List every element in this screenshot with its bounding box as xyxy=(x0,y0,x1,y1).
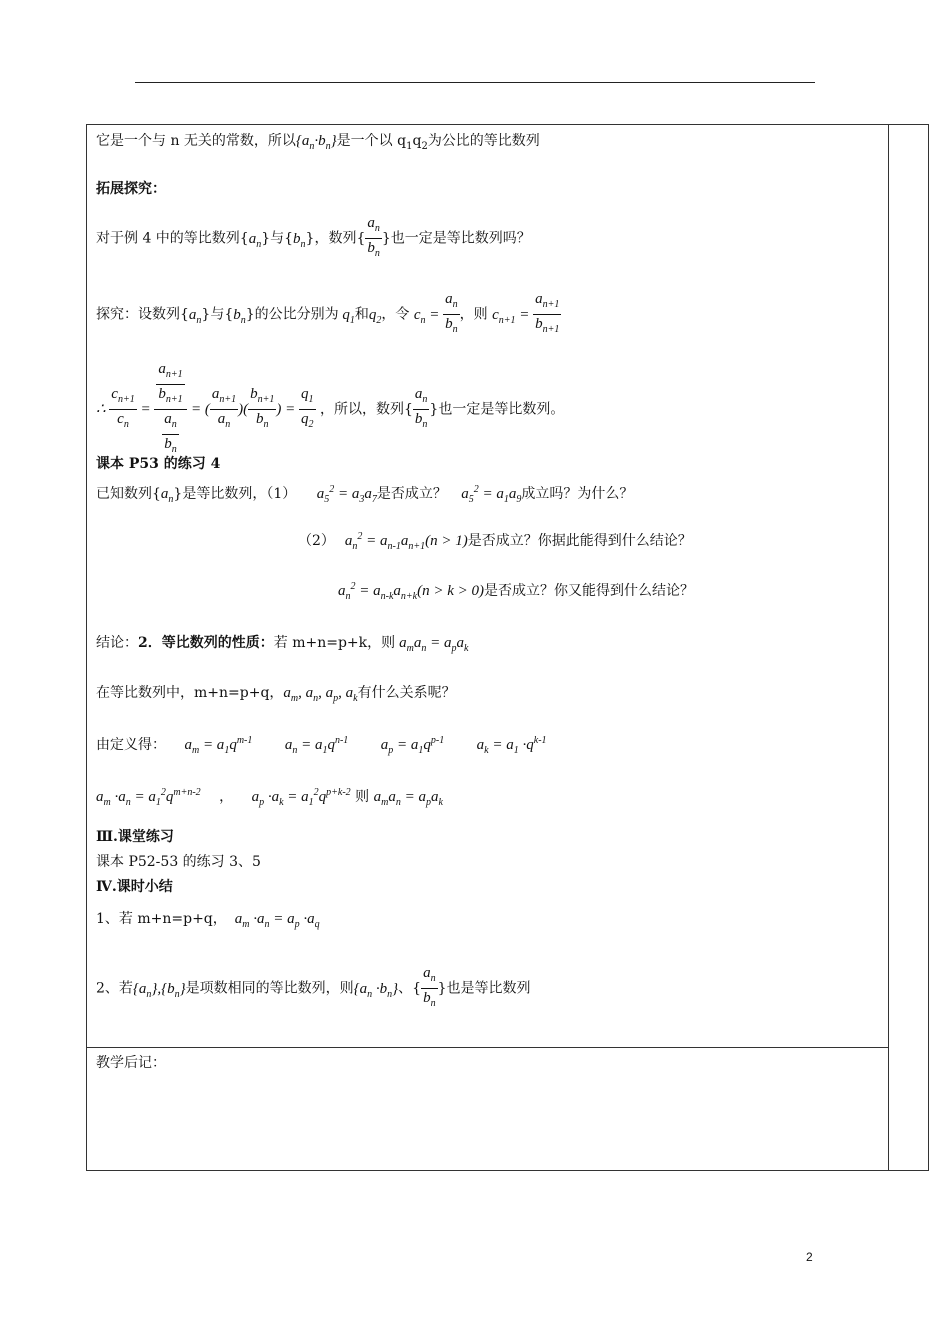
formula-product-seq: $\{a_n\cdot b_n\}$ xyxy=(295,133,337,152)
relation-question: 在等比数列中，m+n=p+q，$a_m$, $a_n$, $a_p$, $a_k$有什么关系呢？ xyxy=(96,685,456,704)
page-number: 2 xyxy=(806,1250,813,1264)
extension-title: 拓展探究： xyxy=(96,181,166,197)
teaching-notes-label: 教学后记： xyxy=(96,1055,166,1071)
practice-4-title: 课本 P53 的练习 4 xyxy=(96,456,221,472)
summary-item-1: 1、若 m+n=p+q， $a_m \cdot a_n = a_p \cdot a_q$ xyxy=(96,911,320,930)
extension-question: 对于例 4 中的等比数列$\{a_n\}$与$\{b_n\}$，数列{ $\frac{a_n}{b_n}$ }也一定是等比数列吗？ xyxy=(96,214,531,263)
table-column-divider xyxy=(888,125,889,1170)
section-3-body: 课本 P52-53 的练习 3、5 xyxy=(96,854,261,870)
summary-item-2: 2、若$\{a_n\},\{b_n\}$是项数相同的等比数列，则$\{a_n \cdot b_n\}$、{ $\frac{a_n}{b_n}$ }也是等比数列 xyxy=(96,965,531,1009)
constant-ratio-line: 它是一个与 n 无关的常数，所以$\{a_n\cdot b_n\}$是一个以 $q_1q_2$为公比的等比数列 xyxy=(96,133,540,152)
table-row-divider xyxy=(87,1047,888,1048)
known-sequence-line: 已知数列$\{a_n\}$是等比数列，（1） $a_5^2 = a_3a_7$是否成立？ $a_5^2 = a_1a_9$成立吗？为什么？ xyxy=(96,484,634,505)
header-rule xyxy=(135,82,815,83)
compound-fraction: $\frac{\frac{a_{n+1}}{b_{n+1}}}{\frac{a_n}{b_n}}$ xyxy=(154,360,186,459)
section-3-title: Ⅲ.课堂练习 xyxy=(96,829,174,845)
part-3-line: $a_n^2 = a_{n-k}a_{n+k}(n > k > 0)$是否成立？你又能得到什么结论？ xyxy=(338,581,694,602)
part-2-line: （2） $a_n^2 = a_{n-1}a_{n+1}(n > 1)$是否成立？你据此能得到什么结论？ xyxy=(298,531,692,552)
definition-line: 由定义得： $a_m = a_1q^{m-1}$ $a_n = a_1q^{n-1}$ $a_p = a_1q^{p-1}$ $a_k = a_1 \cdot q^{k-1}$ xyxy=(96,735,547,756)
ratio-derivation: ∴ $\frac{c_{n+1}}{c_n}$ = $\frac{\frac{a_{n+1}}{b_{n+1}}}{\frac{a_n}{b_n}}$ = ( $\frac{a_{n+1}}{a_n}$ )( $\frac{b_{n+1}}{b_n}$ ) = $\frac{q_1}{q_2}$ ，所以，数列{ $\frac{a_n}{b_n}$ }也一定是等比数列。 xyxy=(96,360,564,459)
exploration-line: 探究：设数列$\{a_n\}$与$\{b_n\}$的公比分别为 $q_1$和$q_2$，令 $c_n$ = $\frac{a_n}{b_n}$ ，则 $c_{n+1}$ = $\frac{a_{n+1}}{b_{n+1}}$ xyxy=(96,291,560,335)
product-line: $a_m \cdot a_n = a_1^2q^{m+n-2}$ ， $a_p \cdot a_k = a_1^2q^{p+k-2}$ 则 $a_ma_n = a_pa_k$ xyxy=(96,787,443,808)
fraction-an-bn: $\frac{a_n}{b_n}$ xyxy=(367,215,380,259)
section-4-title: Ⅳ.课时小结 xyxy=(96,879,173,895)
conclusion-line: 结论：2．等比数列的性质：若 m+n=p+k，则 $a_ma_n = a_pa_k$ xyxy=(96,635,469,654)
